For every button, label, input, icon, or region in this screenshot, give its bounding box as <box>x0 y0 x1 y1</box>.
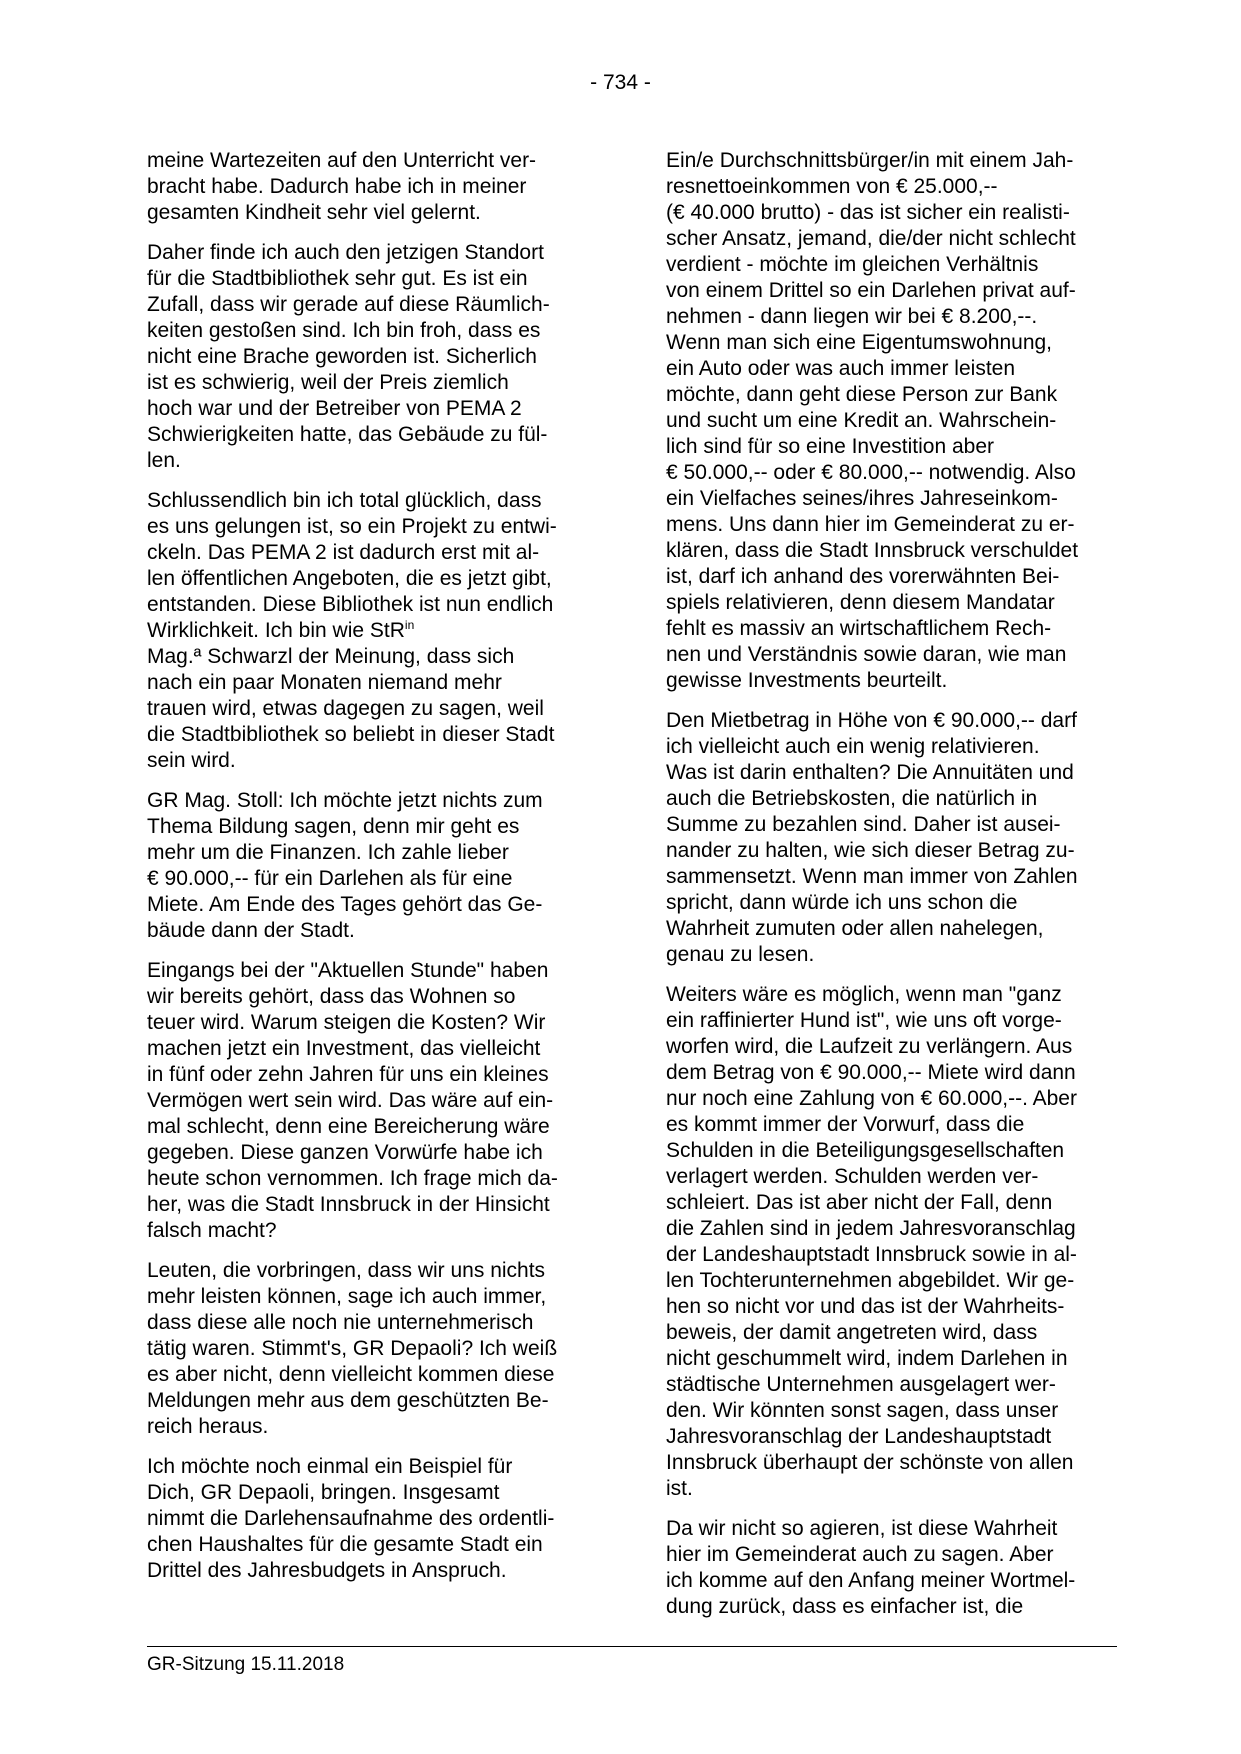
text-line: Daher finde ich auch den jetzigen Standort <box>147 241 544 264</box>
text-line: gesamten Kindheit sehr viel gelernt. <box>147 201 481 224</box>
paragraph <box>147 1258 591 1440</box>
text-line: len Tochterunternehmen abgebildet. Wir ge- <box>666 1269 1075 1292</box>
text-line: Weiters wäre es möglich, wenn man "ganz <box>666 983 1062 1006</box>
text-line: teuer wird. Warum steigen die Kosten? Wir <box>147 1011 546 1034</box>
text-line: nander zu halten, wie sich dieser Betrag zu- <box>666 839 1075 862</box>
text-line: mehr leisten können, sage ich auch immer, <box>147 1285 547 1308</box>
text-line-with-superscript <box>147 618 591 644</box>
text-line: der Landeshauptstadt Innsbruck sowie in al- <box>666 1243 1077 1266</box>
text-line: möchte, dann geht diese Person zur Bank <box>666 383 1058 406</box>
text-line: ein Auto oder was auch immer leisten <box>666 357 1016 380</box>
text-line: ich komme auf den Anfang meiner Wortmel- <box>666 1569 1076 1592</box>
text-line: bracht habe. Dadurch habe ich in meiner <box>147 175 527 198</box>
text-line: gewisse Investments beurteilt. <box>666 669 948 692</box>
text-line: len. <box>147 449 181 472</box>
text-line: machen jetzt ein Investment, das vielleicht <box>147 1037 541 1060</box>
text-line: spricht, dann würde ich uns schon die <box>666 891 1018 914</box>
text-line: resnettoeinkommen von € 25.000,-- <box>666 175 998 198</box>
text-line: verdient - möchte im gleichen Verhältnis <box>666 253 1039 276</box>
text-line: sammensetzt. Wenn man immer von Zahlen <box>666 865 1078 888</box>
text-line: spiels relativieren, denn diesem Mandatar <box>666 591 1055 614</box>
text-line: heute schon vernommen. Ich frage mich da- <box>147 1167 558 1190</box>
text-line: die Stadtbibliothek so beliebt in dieser Stadt <box>147 723 555 746</box>
text-line: für die Stadtbibliothek sehr gut. Es ist ein <box>147 267 528 290</box>
text-line: Thema Bildung sagen, denn mir geht es <box>147 815 520 838</box>
text-line: Ein/e Durchschnittsbürger/in mit einem Jah- <box>666 149 1074 172</box>
text-line: und sucht um eine Kredit an. Wahrschein- <box>666 409 1057 432</box>
paragraph <box>147 148 591 226</box>
text-line: mehr um die Finanzen. Ich zahle lieber <box>147 841 509 864</box>
text-line: € 90.000,-- für ein Darlehen als für eine <box>147 867 513 890</box>
text-line: nicht geschummelt wird, indem Darlehen in <box>666 1347 1068 1370</box>
text-line: genau zu lesen. <box>666 943 815 966</box>
paragraph <box>147 1454 591 1584</box>
text-line: fehlt es massiv an wirtschaftlichem Rech- <box>666 617 1052 640</box>
line-text: Wirklichkeit. Ich bin wie StR <box>147 619 405 642</box>
text-line: gegeben. Diese ganzen Vorwürfe habe ich <box>147 1141 543 1164</box>
text-line: die Zahlen sind in jedem Jahresvoranschlag <box>666 1217 1076 1240</box>
text-line: scher Ansatz, jemand, die/der nicht schlecht <box>666 227 1076 250</box>
text-line: ist. <box>666 1477 693 1500</box>
text-line: nehmen - dann liegen wir bei € 8.200,--. <box>666 305 1038 328</box>
left-column <box>147 148 591 1598</box>
text-line: klären, dass die Stadt Innsbruck verschuldet <box>666 539 1079 562</box>
text-line: den. Wir könnten sonst sagen, dass unser <box>666 1399 1059 1422</box>
paragraph <box>666 982 1110 1502</box>
paragraph <box>666 1516 1110 1620</box>
text-line: Miete. Am Ende des Tages gehört das Ge- <box>147 893 543 916</box>
text-line: Wahrheit zumuten oder allen nahelegen, <box>666 917 1044 940</box>
text-line: € 50.000,-- oder € 80.000,-- notwendig. Also <box>666 461 1076 484</box>
text-line: dem Betrag von € 90.000,-- Miete wird dann <box>666 1061 1076 1084</box>
paragraph <box>147 488 591 774</box>
text-line: tätig waren. Stimmt's, GR Depaoli? Ich weiß <box>147 1337 558 1360</box>
text-line: Wenn man sich eine Eigentumswohnung, <box>666 331 1053 354</box>
text-line: Schulden in die Beteiligungsgesellschaften <box>666 1139 1065 1162</box>
text-line: Mag.ª Schwarzl der Meinung, dass sich <box>147 645 515 668</box>
text-line: wir bereits gehört, dass das Wohnen so <box>147 985 516 1008</box>
text-line: nen und Verständnis sowie daran, wie man <box>666 643 1067 666</box>
text-line: Ich möchte noch einmal ein Beispiel für <box>147 1455 513 1478</box>
text-line: Vermögen wert sein wird. Das wäre auf ein- <box>147 1089 554 1112</box>
paragraph <box>666 148 1110 694</box>
text-line: schleiert. Das ist aber nicht der Fall, denn <box>666 1191 1053 1214</box>
text-line: ein raffinierter Hund ist", wie uns oft vorge- <box>666 1009 1062 1032</box>
text-line: Innsbruck überhaupt der schönste von allen <box>666 1451 1074 1474</box>
text-line: mal schlecht, denn eine Bereicherung wäre <box>147 1115 550 1138</box>
text-line: Meldungen mehr aus dem geschützten Be- <box>147 1389 549 1412</box>
text-line: es uns gelungen ist, so ein Projekt zu entwi- <box>147 515 557 538</box>
footer-session-date: GR-Sitzung 15.11.2018 <box>147 1654 345 1675</box>
superscript: in <box>404 618 415 632</box>
text-line: ckeln. Das PEMA 2 ist dadurch erst mit al- <box>147 541 540 564</box>
text-line: GR Mag. Stoll: Ich möchte jetzt nichts zum <box>147 789 543 812</box>
text-line: es kommt immer der Vorwurf, dass die <box>666 1113 1025 1136</box>
text-line: dung zurück, dass es einfacher ist, die <box>666 1595 1024 1618</box>
text-line: hoch war und der Betreiber von PEMA 2 <box>147 397 522 420</box>
text-line: Was ist darin enthalten? Die Annuitäten und <box>666 761 1074 784</box>
page-number: - 734 - <box>590 71 651 94</box>
text-line: keiten gestoßen sind. Ich bin froh, dass es <box>147 319 541 342</box>
text-line: Summe zu bezahlen sind. Daher ist ausei- <box>666 813 1061 836</box>
text-line: von einem Drittel so ein Darlehen privat auf- <box>666 279 1076 302</box>
paragraph <box>147 788 591 944</box>
text-line: in fünf oder zehn Jahren für uns ein kleines <box>147 1063 549 1086</box>
text-line: nach ein paar Monaten niemand mehr <box>147 671 502 694</box>
text-line: auch die Betriebskosten, die natürlich in <box>666 787 1038 810</box>
paragraph <box>147 958 591 1244</box>
text-line: Da wir nicht so agieren, ist diese Wahrheit <box>666 1517 1058 1540</box>
text-line: sein wird. <box>147 749 236 772</box>
text-line: Leuten, die vorbringen, dass wir uns nichts <box>147 1259 546 1282</box>
text-line: Schlussendlich bin ich total glücklich, dass <box>147 489 542 512</box>
text-line: ist, darf ich anhand des vorerwähnten Bei- <box>666 565 1060 588</box>
text-line: es aber nicht, denn vielleicht kommen diese <box>147 1363 555 1386</box>
text-line: Eingangs bei der "Aktuellen Stunde" haben <box>147 959 549 982</box>
text-line: reich heraus. <box>147 1415 269 1438</box>
text-line: hier im Gemeinderat auch zu sagen. Aber <box>666 1543 1054 1566</box>
text-line: lich sind für so eine Investition aber <box>666 435 995 458</box>
text-line: beweis, der damit angetreten wird, dass <box>666 1321 1038 1344</box>
text-line: mens. Uns dann hier im Gemeinderat zu er- <box>666 513 1075 536</box>
text-line: len öffentlichen Angeboten, die es jetzt gibt, <box>147 567 552 590</box>
text-line: Drittel des Jahresbudgets in Anspruch. <box>147 1559 507 1582</box>
text-line: (€ 40.000 brutto) - das ist sicher ein realisti- <box>666 201 1070 224</box>
text-line: meine Wartezeiten auf den Unterricht ver- <box>147 149 537 172</box>
text-line: chen Haushaltes für die gesamte Stadt ein <box>147 1533 543 1556</box>
footer-divider <box>147 1646 1117 1647</box>
text-line: Dich, GR Depaoli, bringen. Insgesamt <box>147 1481 500 1504</box>
text-line: städtische Unternehmen ausgelagert wer- <box>666 1373 1056 1396</box>
text-line: Zufall, dass wir gerade auf diese Räumlich- <box>147 293 550 316</box>
text-line: ein Vielfaches seines/ihres Jahreseinkom- <box>666 487 1058 510</box>
paragraph <box>147 240 591 474</box>
text-line: trauen wird, etwas dagegen zu sagen, weil <box>147 697 544 720</box>
text-line: worfen wird, die Laufzeit zu verlängern. Aus <box>666 1035 1073 1058</box>
text-line: nur noch eine Zahlung von € 60.000,--. Aber <box>666 1087 1077 1110</box>
text-line: dass diese alle noch nie unternehmerisch <box>147 1311 534 1334</box>
text-line: falsch macht? <box>147 1219 277 1242</box>
right-column <box>666 148 1110 1634</box>
text-line: ich vielleicht auch ein wenig relativieren. <box>666 735 1040 758</box>
text-line: bäude dann der Stadt. <box>147 919 355 942</box>
text-line: nicht eine Brache geworden ist. Sicherlich <box>147 345 537 368</box>
text-line: verlagert werden. Schulden werden ver- <box>666 1165 1039 1188</box>
text-line: Jahresvoranschlag der Landeshauptstadt <box>666 1425 1052 1448</box>
text-line: Den Mietbetrag in Höhe von € 90.000,-- darf <box>666 709 1077 732</box>
paragraph <box>666 708 1110 968</box>
text-line: ist es schwierig, weil der Preis ziemlich <box>147 371 509 394</box>
text-line: her, was die Stadt Innsbruck in der Hinsicht <box>147 1193 550 1216</box>
text-line: hen so nicht vor und das ist der Wahrheits- <box>666 1295 1065 1318</box>
text-line: entstanden. Diese Bibliothek ist nun endlich <box>147 593 554 616</box>
text-line: Schwierigkeiten hatte, das Gebäude zu fül- <box>147 423 548 446</box>
text-line: nimmt die Darlehensaufnahme des ordentli- <box>147 1507 555 1530</box>
